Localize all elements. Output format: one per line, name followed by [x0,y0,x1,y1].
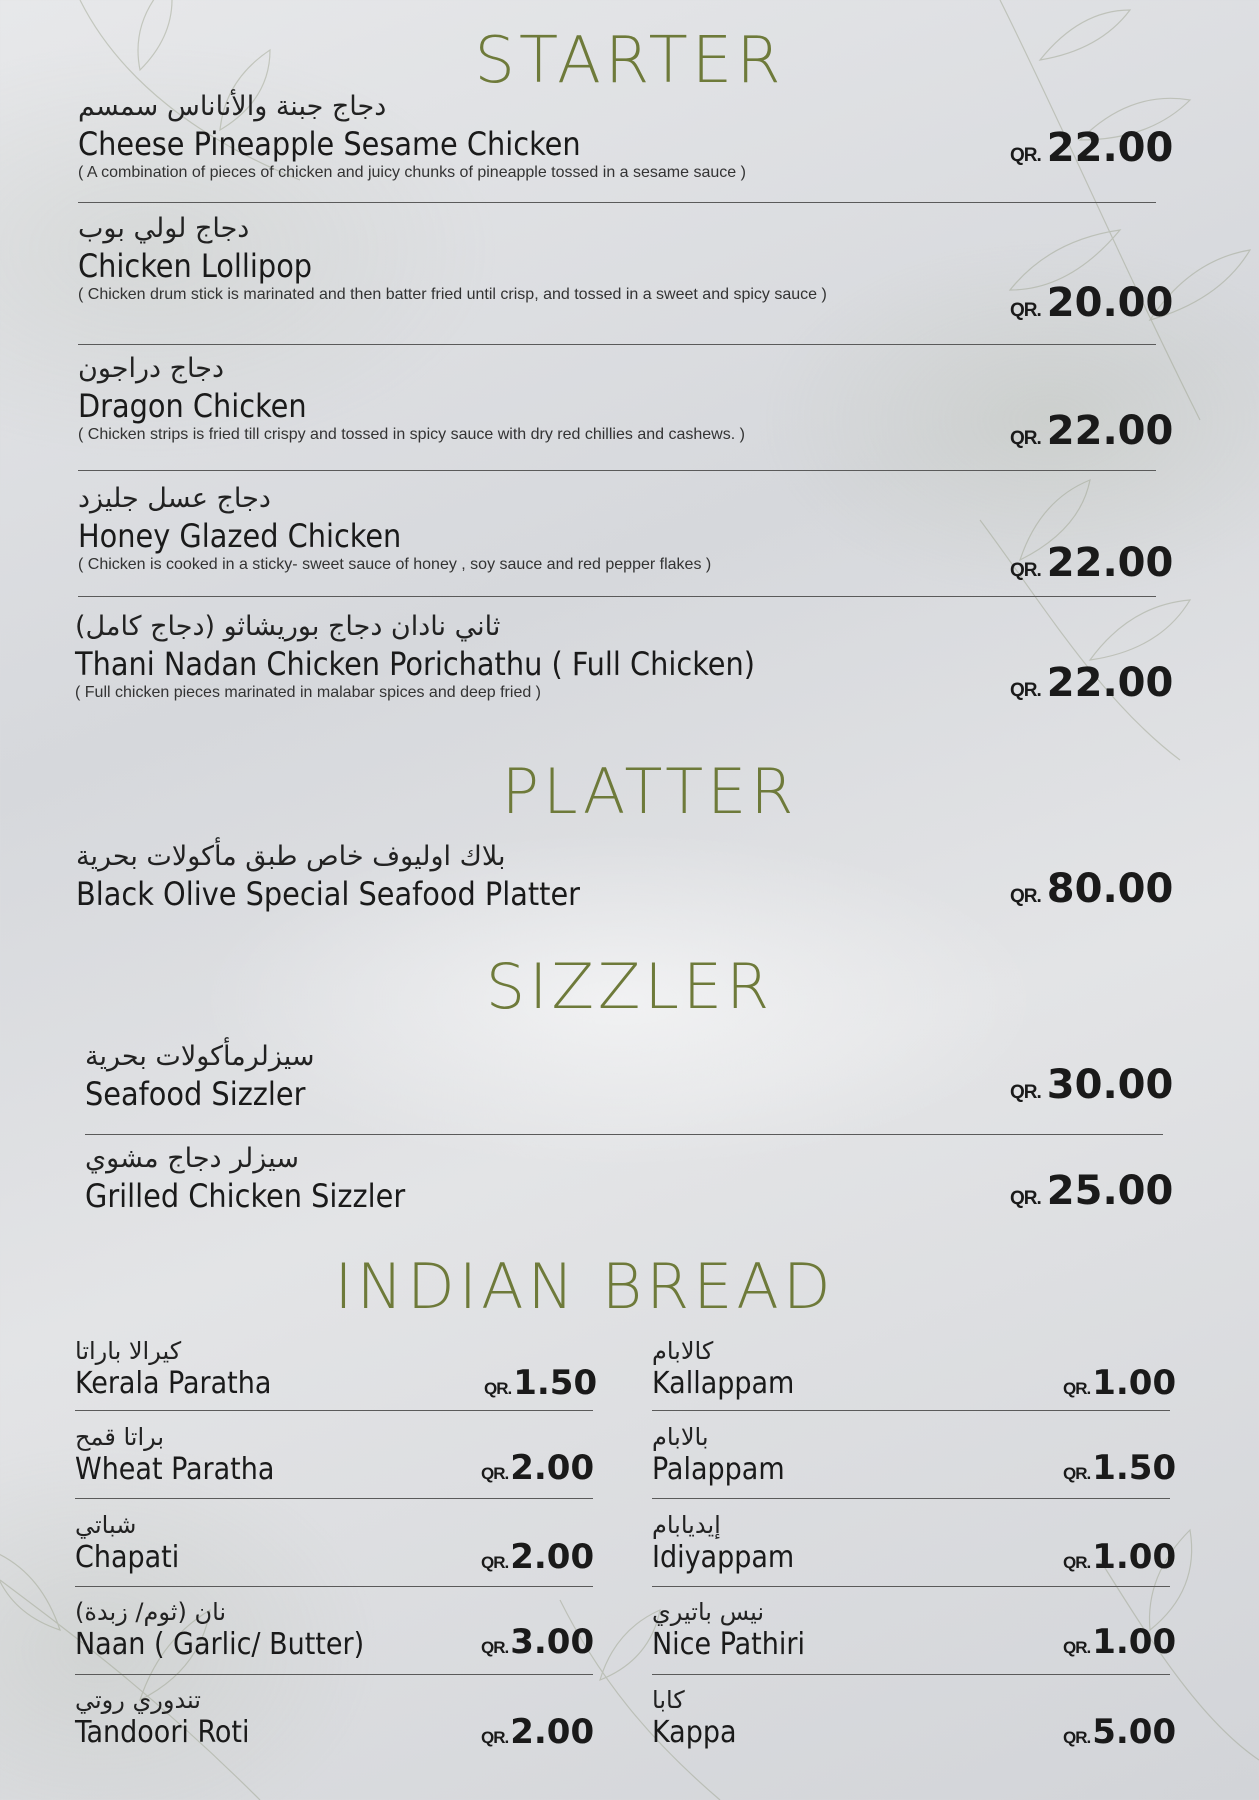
item-price: QR. 22.00 [1010,125,1174,171]
item-price: QR.3.00 [481,1622,595,1662]
item-description: ( Full chicken pieces marinated in malabar spices and deep fried ) [75,684,542,701]
item-arabic-name: إيديابام [652,1511,721,1539]
item-arabic-name: كالابام [652,1337,714,1365]
item-divider [652,1674,1170,1675]
item-arabic-name: دجاج لولي بوب [78,213,250,244]
item-arabic-name: بالابام [652,1423,709,1451]
item-price: QR.1.00 [1063,1537,1177,1577]
menu-item [75,1422,495,1488]
item-price: QR. 20.00 [1010,280,1174,326]
menu-item [652,1336,1072,1402]
item-arabic-name: دجاج جبنة والأناناس سمسم [78,91,387,122]
item-english-name: Chapati [75,1540,180,1575]
item-english-name: Chicken Lollipop [78,247,313,285]
section-title-platter: PLATTER [501,755,798,828]
item-english-name: Cheese Pineapple Sesame Chicken [78,125,581,163]
menu-item [85,1040,785,1114]
menu-item [78,352,978,444]
item-english-name: Nice Pathiri [652,1627,805,1662]
menu-item [75,1510,495,1576]
item-price: QR.1.50 [1063,1448,1177,1488]
item-price: QR. 30.00 [1010,1062,1174,1108]
item-english-name: Honey Glazed Chicken [78,517,402,555]
item-english-name: Black Olive Special Seafood Platter [76,875,580,913]
item-description: ( Chicken drum stick is marinated and then batter fried until crisp, and tossed in a sweet and spicy sauce ) [78,286,827,303]
menu-item [652,1685,1072,1751]
item-english-name: Tandoori Roti [75,1715,250,1750]
item-divider [78,202,1156,203]
item-english-name: Idiyappam [652,1540,795,1575]
menu-item [652,1597,1072,1663]
item-arabic-name: سيزلرمأكولات بحرية [85,1041,315,1072]
item-arabic-name: تندوري روتي [75,1686,201,1714]
section-title-starter: STARTER [474,24,785,98]
item-divider [75,1410,593,1411]
item-arabic-name: كيرالا باراتا [75,1337,182,1365]
menu-item [652,1422,1072,1488]
item-english-name: Naan ( Garlic/ Butter) [75,1627,365,1662]
item-divider [652,1586,1170,1587]
item-english-name: Grilled Chicken Sizzler [85,1177,406,1215]
item-description: ( Chicken is cooked in a sticky- sweet sauce of honey , soy sauce and red pepper flakes ) [78,556,712,573]
item-arabic-name: سيزلر دجاج مشوي [85,1143,299,1174]
item-english-name: Thani Nadan Chicken Porichathu ( Full Chicken) [75,645,755,683]
item-arabic-name: دجاج عسل جليزد [78,483,271,514]
item-divider [75,1586,593,1587]
item-price: QR.2.00 [481,1537,595,1577]
item-arabic-name: شباتي [75,1511,137,1539]
item-arabic-name: ثاني نادان دجاج بوريشاثو (دجاج كامل) [75,611,501,642]
menu-item [75,1685,495,1751]
item-english-name: Seafood Sizzler [85,1075,306,1113]
menu-item [76,840,976,914]
item-description: ( Chicken strips is fried till crispy and tossed in spicy sauce with dry red chillies and cashews. ) [78,426,745,443]
item-description: ( A combination of pieces of chicken and juicy chunks of pineapple tossed in a sesame sauce ) [78,164,746,181]
item-price: QR.2.00 [481,1448,595,1488]
item-arabic-name: نان (ثوم/ زبدة) [75,1598,227,1626]
item-price: QR. 80.00 [1010,866,1174,912]
item-price: QR. 22.00 [1010,408,1174,454]
item-arabic-name: براتا قمح [75,1423,165,1451]
menu-item [85,1142,785,1216]
item-price: QR.2.00 [481,1712,595,1752]
item-english-name: Kappa [652,1715,737,1750]
item-price: QR. 22.00 [1010,660,1174,706]
menu-item [652,1510,1072,1576]
menu-item [75,1336,495,1402]
item-price: QR.1.50 [484,1363,598,1403]
item-divider [75,1674,593,1675]
item-arabic-name: دجاج دراجون [78,353,224,384]
item-english-name: Kerala Paratha [75,1366,272,1401]
menu-item [75,610,975,702]
section-title-indian-bread: INDIAN BREAD [334,1250,835,1323]
item-divider [78,470,1156,471]
item-price: QR.1.00 [1063,1363,1177,1403]
item-divider [75,1498,593,1499]
item-price: QR. 22.00 [1010,540,1174,586]
menu-item [75,1597,495,1663]
menu-item [78,90,978,182]
item-price: QR.1.00 [1063,1622,1177,1662]
item-price: QR.5.00 [1063,1712,1177,1752]
item-english-name: Wheat Paratha [75,1452,275,1487]
item-arabic-name: نيس باتيري [652,1598,765,1626]
menu-item [78,482,978,574]
item-arabic-name: بلاك اوليوف خاص طبق مأكولات بحرية [76,841,506,872]
item-divider [78,596,1156,597]
item-english-name: Kallappam [652,1366,795,1401]
item-divider [78,344,1156,345]
item-arabic-name: كابا [652,1686,685,1714]
menu-item [78,212,838,304]
item-divider [85,1134,1163,1135]
item-english-name: Dragon Chicken [78,387,307,425]
item-price: QR. 25.00 [1010,1168,1174,1214]
item-divider [652,1410,1170,1411]
item-english-name: Palappam [652,1452,785,1487]
item-divider [652,1498,1170,1499]
section-title-sizzler: SIZZLER [485,950,774,1023]
